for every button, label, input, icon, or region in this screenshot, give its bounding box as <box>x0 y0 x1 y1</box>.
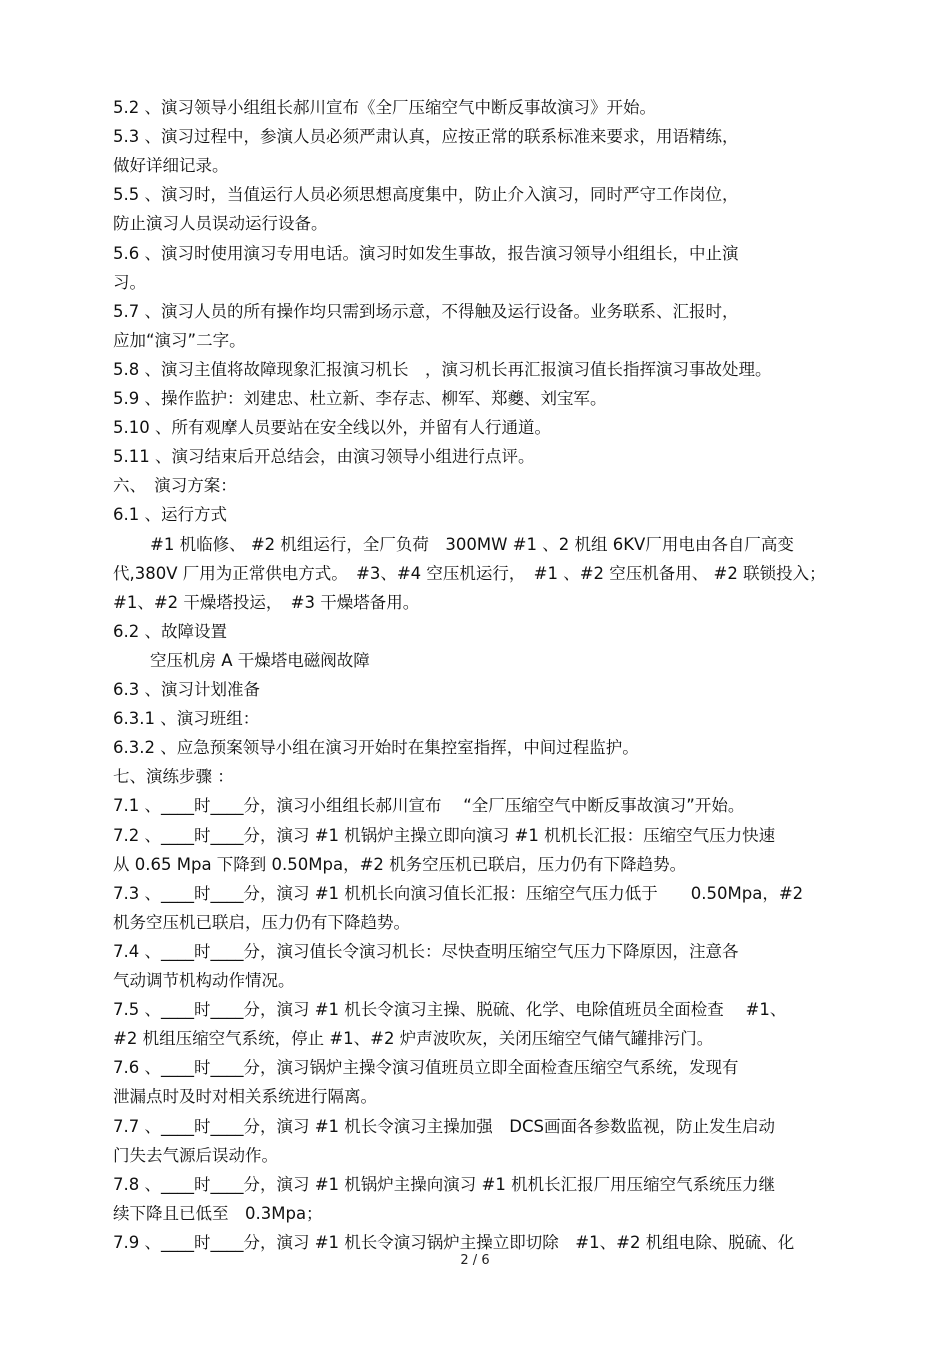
text-line: 6.2 、故障设置 <box>113 622 227 641</box>
text-line: 7.5 、____时____分，演习 #1 机长令演习主操、脱硫、化学、电除值班员全面检查 #1、 <box>113 1000 787 1019</box>
page-number: 2 / 6 <box>460 1253 490 1268</box>
text-line: 5.9 、操作监护：刘建忠、杜立新、李存志、柳军、郑夔、刘宝军。 <box>113 389 607 408</box>
text-line: 7.2 、____时____分，演习 #1 机锅炉主操立即向演习 #1 机机长汇报：压缩空气压力快速 <box>113 826 776 845</box>
text-line: 7.4 、____时____分，演习值长令演习机长：尽快查明压缩空气压力下降原因，注意各 <box>113 942 739 961</box>
text-line: #1、#2 干燥塔投运， #3 干燥塔备用。 <box>113 593 420 612</box>
text-line: 7.7 、____时____分，演习 #1 机长令演习主操加强 DCS画面各参数监视，防止发生启动 <box>113 1117 775 1136</box>
text-line: 5.2 、演习领导小组组长郝川宣布《全厂压缩空气中断反事故演习》开始。 <box>113 98 656 117</box>
text-line: 续下降且已低至 0.3Mpa； <box>113 1204 323 1223</box>
text-line: 6.3.1 、演习班组： <box>113 709 260 728</box>
text-line: 7.1 、____时____分，演习小组组长郝川宣布 “全厂压缩空气中断反事故演习”开始。 <box>113 796 745 815</box>
text-line: 从 0.65 Mpa 下降到 0.50Mpa，#2 机务空压机已联启，压力仍有下降趋势。 <box>113 855 687 874</box>
text-line: #1 机临修、 #2 机组运行，全厂负荷 300MW #1 、2 机组 6KV厂用电由各自厂高变 <box>150 535 794 554</box>
text-line: 应加“演习”二字。 <box>113 331 246 350</box>
text-line: 防止演习人员误动运行设备。 <box>113 214 328 233</box>
text-line: 5.7 、演习人员的所有操作均只需到场示意，不得触及运行设备。业务联系、汇报时， <box>113 302 739 321</box>
text-line: 做好详细记录。 <box>113 156 229 175</box>
text-line: 习。 <box>113 273 146 292</box>
text-line: 机务空压机已联启，压力仍有下降趋势。 <box>113 913 410 932</box>
text-line: 7.6 、____时____分，演习锅炉主操令演习值班员立即全面检查压缩空气系统，发现有 <box>113 1058 739 1077</box>
text-line: 5.6 、演习时使用演习专用电话。演习时如发生事故，报告演习领导小组组长，中止演 <box>113 244 739 263</box>
text-line: 6.1 、运行方式 <box>113 505 227 524</box>
text-line: 6.3 、演习计划准备 <box>113 680 260 699</box>
text-line: 5.3 、演习过程中，参演人员必须严肃认真，应按正常的联系标准来要求，用语精练， <box>113 127 739 146</box>
text-line: 5.5 、演习时，当值运行人员必须思想高度集中，防止介入演习，同时严守工作岗位， <box>113 185 739 204</box>
text-line: 5.10 、所有观摩人员要站在安全线以外，并留有人行通道。 <box>113 418 551 437</box>
text-line: 5.8 、演习主值将故障现象汇报演习机长 ，演习机长再汇报演习值长指挥演习事故处理。 <box>113 360 772 379</box>
text-line: 气动调节机构动作情况。 <box>113 971 295 990</box>
text-line: 泄漏点时及时对相关系统进行隔离。 <box>113 1087 377 1106</box>
text-line: #2 机组压缩空气系统，停止 #1、#2 炉声波吹灰，关闭压缩空气储气罐排污门。 <box>113 1029 714 1048</box>
text-line: 七、演练步骤 ： <box>113 767 234 786</box>
text-line: 7.3 、____时____分，演习 #1 机机长向演习值长汇报：压缩空气压力低于 0.50Mpa，#2 <box>113 884 804 903</box>
text-line: 六、 演习方案： <box>113 476 237 495</box>
text-line: 6.3.2 、应急预案领导小组在演习开始时在集控室指挥，中间过程监护。 <box>113 738 639 757</box>
text-line: 空压机房 A 干燥塔电磁阀故障 <box>150 651 370 670</box>
text-line: 代,380V 厂用为正常供电方式。 #3、#4 空压机运行， #1 、#2 空压机备用、 #2 联锁投入； <box>113 564 826 583</box>
text-line: 门失去气源后误动作。 <box>113 1146 278 1165</box>
text-line: 5.11 、演习结束后开总结会，由演习领导小组进行点评。 <box>113 447 535 466</box>
text-line: 7.8 、____时____分，演习 #1 机锅炉主操向演习 #1 机机长汇报厂用压缩空气系统压力继 <box>113 1175 776 1194</box>
text-line: 7.9 、____时____分，演习 #1 机长令演习锅炉主操立即切除 #1、#2 机组电除、脱硫、化 <box>113 1233 795 1252</box>
